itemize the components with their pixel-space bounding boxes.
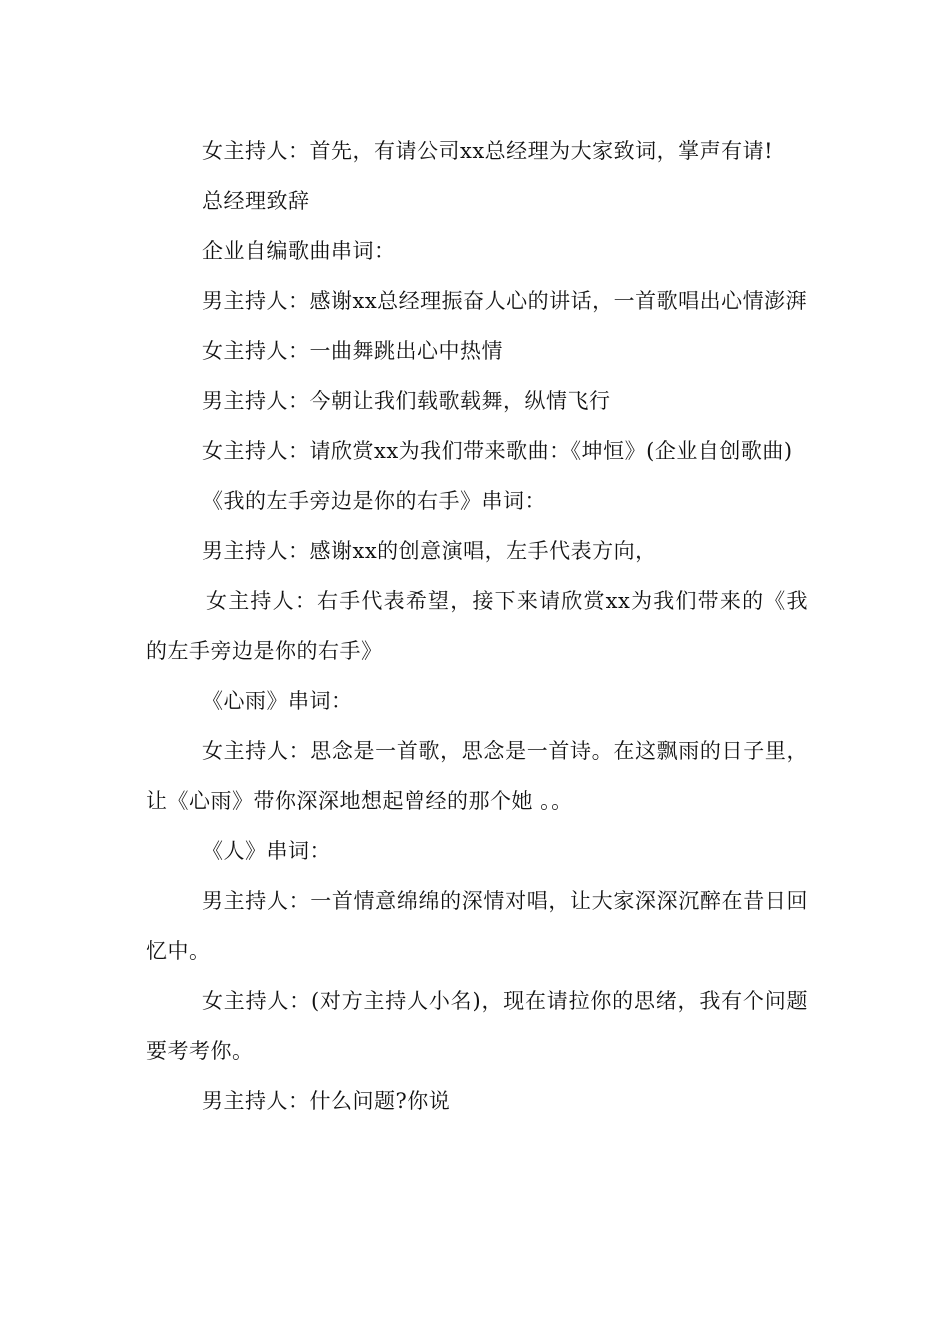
paragraph: 女主持人：(对方主持人小名)，现在请拉你的思绪，我有个问题要考考你。: [146, 989, 808, 1063]
paragraph: 总经理致辞: [202, 189, 310, 213]
paragraph: 男主持人：什么问题?你说: [202, 1089, 451, 1113]
paragraph: 《人》串词：: [202, 839, 331, 863]
paragraph: 男主持人：今朝让我们载歌载舞，纵情飞行: [202, 389, 611, 413]
paragraph: 男主持人：感谢xx总经理振奋人心的讲话，一首歌唱出心情澎湃: [202, 289, 808, 313]
paragraph: 女主持人：一曲舞跳出心中热情: [202, 339, 503, 363]
paragraph: 《我的左手旁边是你的右手》串词：: [202, 489, 546, 513]
paragraph: 女主持人：右手代表希望，接下来请欣赏xx为我们带来的《我的左手旁边是你的右手》: [146, 589, 808, 663]
paragraph: 企业自编歌曲串词：: [202, 239, 396, 263]
paragraph: 女主持人：思念是一首歌，思念是一首诗。在这飘雨的日子里，让《心雨》带你深深地想起曾经的那个她 。。: [146, 739, 808, 813]
document-body: [146, 126, 808, 1126]
paragraph: 《心雨》串词：: [202, 689, 353, 713]
paragraph: 女主持人：请欣赏xx为我们带来歌曲：《坤恒》(企业自创歌曲): [202, 439, 793, 463]
paragraph: 男主持人：一首情意绵绵的深情对唱，让大家深深沉醉在昔日回忆中。: [146, 889, 808, 963]
paragraph: 男主持人：感谢xx的创意演唱，左手代表方向，: [202, 539, 657, 563]
paragraph: 女主持人：首先，有请公司xx总经理为大家致词，掌声有请!: [202, 139, 774, 163]
